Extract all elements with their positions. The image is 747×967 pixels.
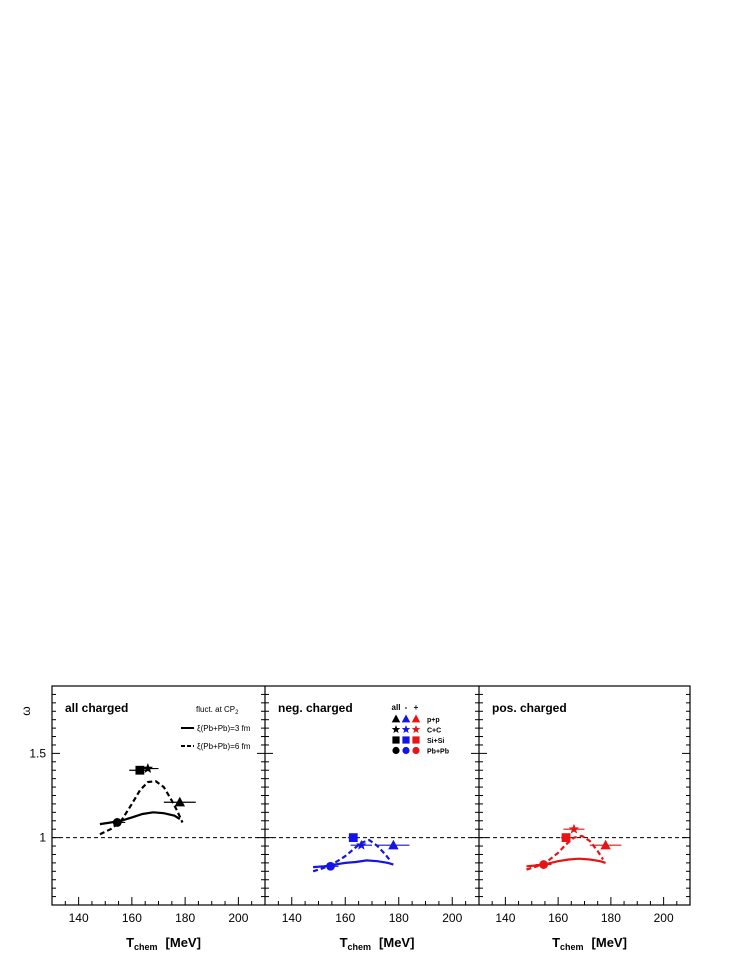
x-tick-label: 160 bbox=[548, 911, 569, 925]
x-axis-label: $T_{chem}$ [MeV] bbox=[552, 935, 627, 952]
panel-label: pos. charged bbox=[492, 701, 567, 715]
panel-label: all charged bbox=[65, 701, 129, 715]
x-tick-label: 180 bbox=[175, 911, 196, 925]
data-point-si-si bbox=[562, 833, 571, 842]
y-tick-label: 1.5 bbox=[29, 746, 46, 761]
data-point-pb-pb bbox=[326, 862, 335, 871]
legend-entry-6fm: ξ(Pb+Pb)=6 fm bbox=[197, 742, 251, 751]
x-tick-label: 140 bbox=[281, 911, 302, 925]
legend-system-label: p+p bbox=[427, 717, 440, 724]
legend-title: fluct. at $CP_2$ bbox=[196, 705, 239, 716]
legend-marker bbox=[402, 725, 411, 733]
data-point-si-si bbox=[135, 766, 144, 775]
data-point-p-p bbox=[600, 840, 610, 850]
data-point-p-p bbox=[175, 797, 185, 807]
legend-marker bbox=[412, 747, 419, 754]
x-tick-label: 160 bbox=[121, 911, 142, 925]
y-tick-label: 1 bbox=[39, 830, 46, 845]
data-point-pb-pb bbox=[539, 860, 548, 869]
x-tick-label: 160 bbox=[335, 911, 356, 925]
panel-1 bbox=[19, 686, 265, 952]
x-tick-label: 180 bbox=[600, 911, 621, 925]
data-point-si-si bbox=[349, 833, 358, 842]
legend-marker bbox=[412, 715, 421, 723]
legend-marker bbox=[402, 747, 409, 754]
x-tick-label: 200 bbox=[228, 911, 249, 925]
legend-header: + bbox=[413, 703, 419, 712]
legend-system-label: Si+Si bbox=[427, 738, 445, 745]
data-point-p-p bbox=[388, 840, 398, 850]
x-tick-label: 180 bbox=[388, 911, 409, 925]
data-point-c-c bbox=[569, 824, 579, 834]
data-point-pb-pb bbox=[113, 818, 122, 827]
panel-label: neg. charged bbox=[278, 701, 353, 715]
panel-2 bbox=[265, 686, 479, 952]
legend-marker bbox=[392, 715, 401, 723]
x-tick-label: 200 bbox=[442, 911, 463, 925]
legend-marker bbox=[392, 725, 401, 733]
x-tick-label: 140 bbox=[495, 911, 516, 925]
x-axis-label: $T_{chem}$ [MeV] bbox=[339, 935, 415, 952]
legend-header: - bbox=[404, 703, 408, 712]
legend-entry-3fm: ξ(Pb+Pb)=3 fm bbox=[197, 724, 251, 733]
legend-system-label: C+C bbox=[427, 727, 442, 735]
legend-marker bbox=[412, 736, 419, 743]
x-tick-label: 200 bbox=[653, 911, 674, 925]
legend-marker bbox=[402, 736, 409, 743]
legend-marker bbox=[392, 747, 399, 754]
plot-frame bbox=[52, 686, 690, 905]
legend-header: all bbox=[391, 703, 401, 712]
panel-3 bbox=[479, 686, 690, 952]
legend-marker bbox=[402, 715, 411, 723]
legend-system-label: Pb+Pb bbox=[427, 748, 449, 756]
y-axis-label: ω bbox=[19, 706, 33, 716]
legend-marker bbox=[392, 736, 399, 743]
x-axis-label: $T_{chem}$ [MeV] bbox=[126, 935, 201, 952]
x-tick-label: 140 bbox=[68, 911, 89, 925]
curve-6fm bbox=[100, 781, 183, 834]
legend-marker bbox=[412, 725, 421, 733]
